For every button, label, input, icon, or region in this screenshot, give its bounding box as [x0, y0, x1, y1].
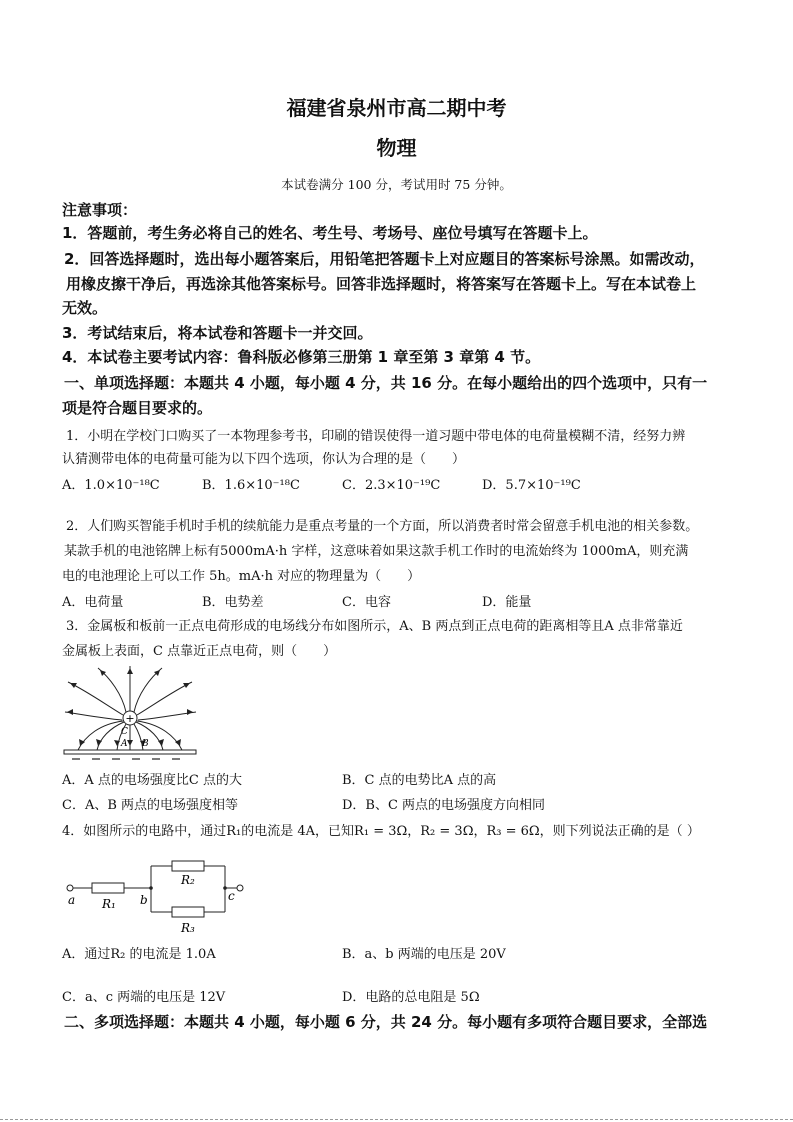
- section1-heading-cont: 项是符合题目要求的。: [62, 399, 213, 417]
- section1-heading: 一、单项选择题：本题共 4 小题，每小题 4 分，共 16 分。在每小题给出的四个选项中，只有一: [64, 374, 708, 392]
- terminal-c-label: c: [228, 889, 235, 903]
- point-c-label: C: [121, 727, 128, 737]
- circuit-figure: [60, 852, 250, 934]
- q1-stem-2: 认猜测带电体的电荷量可能为以下四个选项，你认为合理的是（ ）: [62, 452, 466, 467]
- q2-stem-3: 电的电池理论上可以工作 5h。mA·h 对应的物理量为（ ）: [62, 569, 421, 584]
- q3-option-d: D．B、C 两点的电场强度方向相同: [342, 798, 546, 813]
- r1-label: R₁: [102, 897, 116, 911]
- notice-heading: 注意事项：: [62, 201, 138, 219]
- notice-line-2b: 用橡皮擦干净后，再选涂其他答案标号。回答非选择题时，将答案写在答题卡上。写在本试卷上: [66, 275, 697, 293]
- notice-line-3: 3．考试结束后，将本试卷和答题卡一并交回。: [62, 324, 373, 342]
- page-bottom-rule: [0, 1119, 793, 1120]
- q1-option-a: A．1.0×10⁻¹⁸C: [62, 478, 160, 493]
- q3-option-c: C．A、B 两点的电场强度相等: [62, 798, 239, 813]
- r2-label: R₂: [181, 873, 195, 887]
- page-title: 福建省泉州市高二期中考: [286, 96, 507, 120]
- q2-option-b: B．电势差: [202, 595, 264, 610]
- q3-stem-2: 金属板上表面，C 点靠近正点电荷，则（ ）: [62, 644, 337, 659]
- subject-title: 物理: [376, 136, 417, 160]
- q3-stem-1: 3．金属板和板前一正点电荷形成的电场线分布如图所示，A、B 两点到正点电荷的距离相等且A 点非常靠近: [66, 619, 683, 634]
- q1-option-d: D．5.7×10⁻¹⁹C: [482, 478, 581, 493]
- q2-option-d: D．能量: [482, 595, 532, 610]
- notice-line-4: 4．本试卷主要考试内容：鲁科版必修第三册第 1 章至第 3 章第 4 节。: [62, 348, 541, 366]
- notice-line-2c: 无效。: [62, 299, 108, 317]
- terminal-a-label: a: [68, 893, 76, 907]
- q4-option-d: D．电路的总电阻是 5Ω: [342, 990, 480, 1005]
- q3-option-b: B．C 点的电势比A 点的高: [342, 773, 497, 788]
- point-a-label: A: [121, 739, 128, 749]
- q1-option-c: C．2.3×10⁻¹⁹C: [342, 478, 441, 493]
- q4-option-a: A．通过R₂ 的电流是 1.0A: [62, 947, 216, 962]
- q4-option-b: B．a、b 两端的电压是 20V: [342, 947, 506, 962]
- field-lines-figure: [60, 664, 200, 764]
- point-b-label: B: [142, 739, 149, 749]
- notice-line-1: 1．答题前，考生务必将自己的姓名、考生号、考场号、座位号填写在答题卡上。: [62, 224, 598, 242]
- q1-option-b: B．1.6×10⁻¹⁸C: [202, 478, 300, 493]
- q2-option-c: C．电容: [342, 595, 391, 610]
- q2-stem-2: 某款手机的电池铭牌上标有5000mA·h 字样，这意味着如果这款手机工作时的电流始终为 1000mA，则充满: [64, 544, 689, 559]
- positive-charge-label: +: [125, 712, 135, 725]
- q1-stem-1: 1．小明在学校门口购买了一本物理参考书，印刷的错误使得一道习题中带电体的电荷量模糊不清，经努力辨: [66, 429, 686, 444]
- node-b-label: b: [140, 893, 148, 907]
- q2-option-a: A．电荷量: [62, 595, 124, 610]
- q2-stem-1: 2．人们购买智能手机时手机的续航能力是重点考量的一个方面，所以消费者时常会留意手机电池的相关参数。: [66, 519, 699, 534]
- exam-info: 本试卷满分 100 分，考试用时 75 分钟。: [281, 177, 512, 192]
- section2-heading: 二、多项选择题：本题共 4 小题，每小题 6 分，共 24 分。每小题有多项符合题目要求，全部选: [64, 1013, 708, 1031]
- r3-label: R₃: [181, 921, 195, 934]
- q3-option-a: A．A 点的电场强度比C 点的大: [62, 773, 242, 788]
- notice-line-2a: 2．回答选择题时，选出每小题答案后，用铅笔把答题卡上对应题目的答案标号涂黑。如需改动，: [64, 250, 705, 268]
- q4-option-c: C．a、c 两端的电压是 12V: [62, 990, 226, 1005]
- q4-stem: 4．如图所示的电路中，通过R₁的电流是 4A，已知R₁ = 3Ω，R₂ = 3Ω，R₃ = 6Ω，则下列说法正确的是（ ）: [62, 824, 700, 839]
